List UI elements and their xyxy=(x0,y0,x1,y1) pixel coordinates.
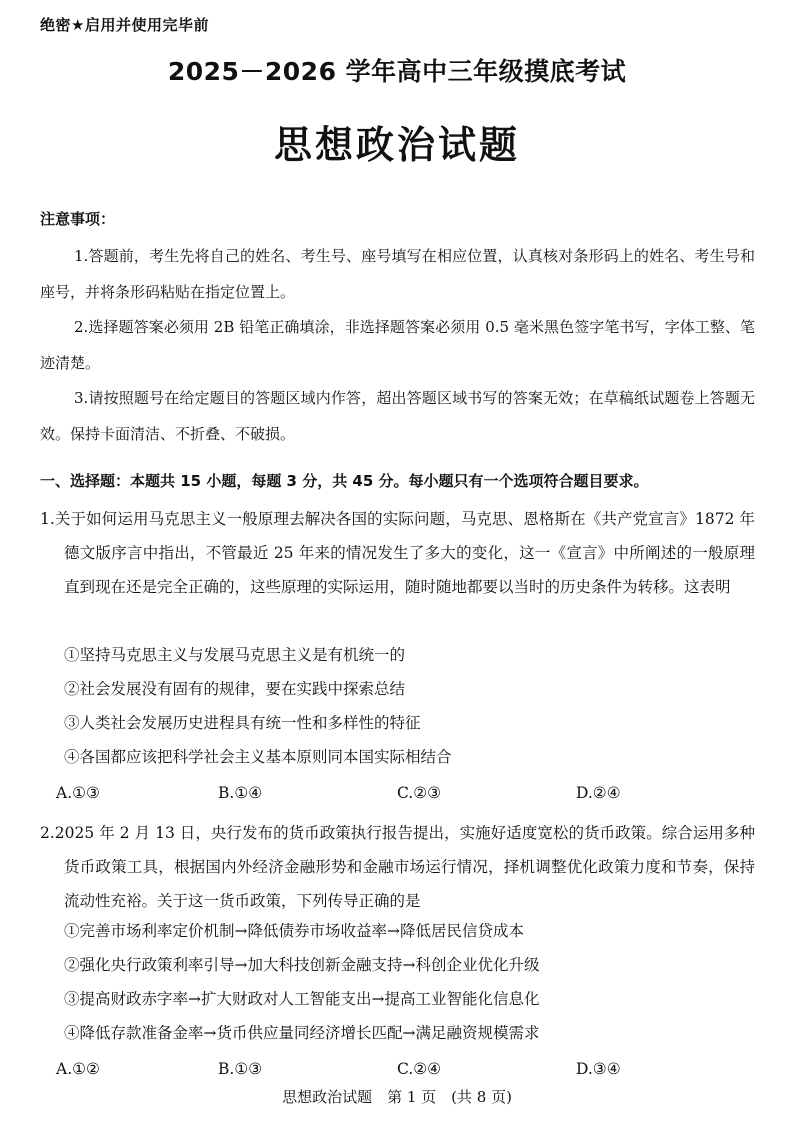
question-1-statement: ③人类社会发展历史进程具有统一性和多样性的特征 xyxy=(64,714,421,732)
subject-title: 思想政治试题 xyxy=(273,123,520,167)
notice-item: 3.请按照题号在给定题目的答题区域内作答，超出答题区域书写的答案无效；在草稿纸试题卷上答题无效。保持卡面清洁、不折叠、不破损。 xyxy=(40,389,755,443)
question-1-statement: ①坚持马克思主义与发展马克思主义是有机统一的 xyxy=(64,646,406,664)
page-footer: 思想政治试题 第 1 页 (共 8 页) xyxy=(282,1088,512,1106)
question-1-stem: 1.关于如何运用马克思主义一般原理去解决各国的实际问题，马克思、恩格斯在《共产党宣言》1872 年德文版序言中指出，不管最近 25 年来的情况发生了多大的变化，这一《宣言》中所阐述的一般原理直到现在还是完全正确的，这些原理的实际运用，随时随地都要以当时的历史条件为转移。这表明 xyxy=(40,510,755,596)
notice-heading: 注意事项： xyxy=(40,210,116,228)
question-1-option-a: A.①③ xyxy=(56,784,100,802)
question-2-option-c: C.②④ xyxy=(397,1060,442,1078)
question-1-option-b: B.①④ xyxy=(218,784,263,802)
question-1-option-d: D.②④ xyxy=(576,784,621,802)
question-1-option-c: C.②③ xyxy=(397,784,442,802)
confidential-mark: 绝密★启用并使用完毕前 xyxy=(40,16,209,34)
question-2-option-b: B.①③ xyxy=(218,1060,263,1078)
question-1-statement: ②社会发展没有固有的规律，要在实践中探索总结 xyxy=(64,680,406,698)
question-2-statement: ①完善市场利率定价机制→降低债券市场收益率→降低居民信贷成本 xyxy=(64,922,524,940)
question-2-statement: ③提高财政赤字率→扩大财政对人工智能支出→提高工业智能化信息化 xyxy=(64,990,540,1008)
question-2-option-d: D.③④ xyxy=(576,1060,621,1078)
notice-item: 1.答题前，考生先将自己的姓名、考生号、座号填写在相应位置，认真核对条形码上的姓名、考生号和座号，并将条形码粘贴在指定位置上。 xyxy=(40,247,755,301)
question-2-stem: 2.2025 年 2 月 13 日，央行发布的货币政策执行报告提出，实施好适度宽松的货币政策。综合运用多种货币政策工具，根据国内外经济金融形势和金融市场运行情况，择机调整优化政策力度和节奏，保持流动性充裕。关于这一货币政策，下列传导正确的是 xyxy=(40,824,755,910)
section-heading: 一、选择题：本题共 15 小题，每题 3 分，共 45 分。每小题只有一个选项符合题目要求。 xyxy=(40,472,649,490)
notice-item: 2.选择题答案必须用 2B 铅笔正确填涂，非选择题答案必须用 0.5 毫米黑色签字笔书写，字体工整、笔迹清楚。 xyxy=(40,318,755,372)
question-2-statement: ④降低存款准备金率→货币供应量同经济增长匹配→满足融资规模需求 xyxy=(64,1024,540,1042)
question-1-statement: ④各国都应该把科学社会主义基本原则同本国实际相结合 xyxy=(64,748,452,766)
exam-title: 2025－2026 学年高中三年级摸底考试 xyxy=(167,57,627,86)
question-2-option-a: A.①② xyxy=(56,1060,100,1078)
question-2-statement: ②强化央行政策利率引导→加大科技创新金融支持→科创企业优化升级 xyxy=(64,956,540,974)
